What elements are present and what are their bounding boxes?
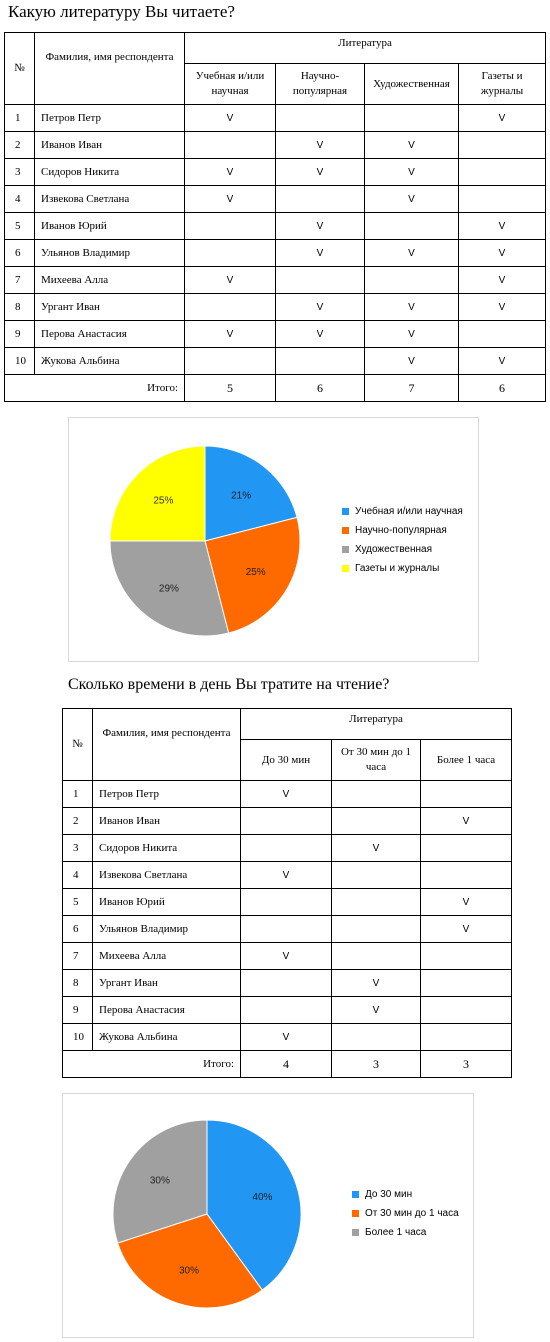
empty-cell — [332, 862, 421, 889]
respondent-name: Иванов Юрий — [35, 213, 185, 240]
empty-cell — [421, 1024, 512, 1051]
row-number: 4 — [5, 186, 35, 213]
empty-cell — [421, 970, 512, 997]
empty-cell — [241, 808, 332, 835]
check-mark: V — [459, 213, 546, 240]
row-number: 4 — [63, 862, 93, 889]
check-mark: V — [365, 159, 459, 186]
row-number: 8 — [63, 970, 93, 997]
empty-cell — [241, 835, 332, 862]
row-number: 10 — [63, 1024, 93, 1051]
total-value: 3 — [421, 1051, 512, 1078]
respondent-name: Иванов Иван — [93, 808, 241, 835]
respondent-name: Иванов Юрий — [93, 889, 241, 916]
table-row — [63, 808, 512, 835]
literature-type-pie-chart — [68, 417, 479, 662]
respondent-name: Михеева Алла — [35, 267, 185, 294]
empty-cell — [332, 808, 421, 835]
row-number: 6 — [5, 240, 35, 267]
check-mark: V — [276, 294, 365, 321]
table-row — [63, 970, 512, 997]
table-row — [5, 132, 546, 159]
slice-data-label: 40% — [252, 1191, 273, 1203]
check-mark: V — [276, 240, 365, 267]
column-header: До 30 мин — [241, 740, 332, 781]
chart-legend — [342, 502, 463, 578]
pie-slice — [110, 446, 205, 541]
row-number: 7 — [63, 943, 93, 970]
table-row — [5, 159, 546, 186]
empty-cell — [421, 781, 512, 808]
check-mark: V — [241, 781, 332, 808]
empty-cell — [332, 916, 421, 943]
respondent-name: Петров Петр — [93, 781, 241, 808]
respondent-name: Жукова Альбина — [35, 348, 185, 375]
legend-label: Газеты и журналы — [355, 563, 440, 574]
header-row — [5, 33, 546, 64]
empty-cell — [185, 213, 276, 240]
empty-cell — [332, 943, 421, 970]
respondent-name: Сидоров Никита — [93, 835, 241, 862]
respondent-name: Перова Анастасия — [93, 997, 241, 1024]
table-row — [63, 889, 512, 916]
check-mark: V — [332, 970, 421, 997]
check-mark: V — [241, 943, 332, 970]
column-header-num: № — [63, 709, 93, 781]
empty-cell — [421, 862, 512, 889]
slice-data-label: 30% — [149, 1175, 170, 1187]
empty-cell — [241, 997, 332, 1024]
legend-label: Более 1 часа — [365, 1227, 427, 1238]
legend-swatch — [342, 527, 349, 534]
total-value: 6 — [459, 375, 546, 402]
row-number: 2 — [63, 808, 93, 835]
empty-cell — [185, 294, 276, 321]
check-mark: V — [421, 916, 512, 943]
header-row — [63, 709, 512, 740]
empty-cell — [332, 781, 421, 808]
empty-cell — [459, 132, 546, 159]
check-mark: V — [185, 267, 276, 294]
totals-row — [5, 375, 546, 402]
row-number: 9 — [63, 997, 93, 1024]
empty-cell — [185, 132, 276, 159]
table-row — [5, 105, 546, 132]
respondent-name: Ульянов Владимир — [35, 240, 185, 267]
empty-cell — [332, 889, 421, 916]
respondent-name: Сидоров Никита — [35, 159, 185, 186]
row-number: 7 — [5, 267, 35, 294]
question-title-reading-type: Какую литературу Вы читаете? — [8, 2, 235, 21]
legend-swatch — [342, 565, 349, 572]
empty-cell — [459, 159, 546, 186]
check-mark: V — [459, 267, 546, 294]
table-row — [63, 862, 512, 889]
check-mark: V — [185, 186, 276, 213]
empty-cell — [459, 186, 546, 213]
table-row — [5, 186, 546, 213]
row-number: 5 — [5, 213, 35, 240]
legend-item — [342, 502, 463, 521]
respondent-name: Извекова Светлана — [93, 862, 241, 889]
total-label: Итого: — [63, 1051, 241, 1078]
check-mark: V — [185, 105, 276, 132]
legend-item — [352, 1185, 459, 1204]
column-header-group: Литература — [241, 709, 512, 740]
check-mark: V — [421, 889, 512, 916]
empty-cell — [365, 213, 459, 240]
total-label: Итого: — [5, 375, 185, 402]
row-number: 3 — [5, 159, 35, 186]
total-value: 7 — [365, 375, 459, 402]
legend-label: Научно-популярная — [355, 525, 447, 536]
respondent-name: Извекова Светлана — [35, 186, 185, 213]
legend-swatch — [352, 1229, 359, 1236]
check-mark: V — [185, 321, 276, 348]
check-mark: V — [459, 348, 546, 375]
table-row — [5, 213, 546, 240]
empty-cell — [332, 1024, 421, 1051]
chart-legend — [352, 1185, 459, 1242]
row-number: 5 — [63, 889, 93, 916]
legend-swatch — [342, 546, 349, 553]
column-header-name: Фамилия, имя респондента — [35, 33, 185, 105]
empty-cell — [459, 321, 546, 348]
literature-type-table — [4, 32, 546, 402]
empty-cell — [241, 916, 332, 943]
check-mark: V — [276, 321, 365, 348]
legend-label: Художественная — [355, 544, 433, 555]
table-row — [63, 997, 512, 1024]
check-mark: V — [276, 213, 365, 240]
reading-time-table — [62, 708, 512, 1078]
check-mark: V — [365, 186, 459, 213]
total-value: 6 — [276, 375, 365, 402]
slice-data-label: 30% — [178, 1265, 199, 1277]
table-row — [5, 348, 546, 375]
total-value: 4 — [241, 1051, 332, 1078]
table-row — [63, 1024, 512, 1051]
row-number: 1 — [5, 105, 35, 132]
row-number: 9 — [5, 321, 35, 348]
legend-item — [352, 1204, 459, 1223]
slice-data-label: 21% — [231, 490, 252, 502]
table-row — [5, 267, 546, 294]
row-number: 6 — [63, 916, 93, 943]
empty-cell — [276, 186, 365, 213]
reading-time-pie-chart — [62, 1093, 474, 1338]
row-number: 2 — [5, 132, 35, 159]
row-number: 3 — [63, 835, 93, 862]
empty-cell — [185, 348, 276, 375]
respondent-name: Иванов Иван — [35, 132, 185, 159]
row-number: 8 — [5, 294, 35, 321]
check-mark: V — [241, 862, 332, 889]
check-mark: V — [276, 159, 365, 186]
legend-item — [342, 521, 463, 540]
question-title-reading-time: Сколько времени в день Вы тратите на чтение? — [68, 676, 390, 693]
row-number: 1 — [63, 781, 93, 808]
empty-cell — [276, 348, 365, 375]
slice-data-label: 29% — [158, 583, 179, 595]
empty-cell — [421, 943, 512, 970]
row-number: 10 — [5, 348, 35, 375]
check-mark: V — [459, 240, 546, 267]
check-mark: V — [365, 348, 459, 375]
table-row — [63, 835, 512, 862]
empty-cell — [185, 240, 276, 267]
legend-swatch — [352, 1210, 359, 1217]
empty-cell — [365, 105, 459, 132]
legend-item — [342, 559, 463, 578]
respondent-name: Ульянов Владимир — [93, 916, 241, 943]
table-row — [5, 321, 546, 348]
check-mark: V — [459, 105, 546, 132]
check-mark: V — [459, 294, 546, 321]
check-mark: V — [241, 1024, 332, 1051]
check-mark: V — [185, 159, 276, 186]
empty-cell — [365, 267, 459, 294]
legend-item — [342, 540, 463, 559]
table-row — [5, 294, 546, 321]
empty-cell — [276, 267, 365, 294]
respondent-name: Перова Анастасия — [35, 321, 185, 348]
empty-cell — [421, 835, 512, 862]
column-header: Учебная и/или научная — [185, 64, 276, 105]
column-header-group: Литература — [185, 33, 546, 64]
table-row — [5, 240, 546, 267]
legend-label: От 30 мин до 1 часа — [365, 1208, 459, 1219]
empty-cell — [276, 105, 365, 132]
column-header: Научно-популярная — [276, 64, 365, 105]
check-mark: V — [365, 321, 459, 348]
totals-row — [63, 1051, 512, 1078]
check-mark: V — [365, 132, 459, 159]
respondent-name: Ургант Иван — [93, 970, 241, 997]
column-header: Более 1 часа — [421, 740, 512, 781]
column-header: Художественная — [365, 64, 459, 105]
total-value: 3 — [332, 1051, 421, 1078]
check-mark: V — [332, 997, 421, 1024]
column-header-name: Фамилия, имя респондента — [93, 709, 241, 781]
legend-label: До 30 мин — [365, 1189, 413, 1200]
check-mark: V — [332, 835, 421, 862]
check-mark: V — [276, 132, 365, 159]
respondent-name: Жукова Альбина — [93, 1024, 241, 1051]
slice-data-label: 25% — [153, 495, 174, 507]
respondent-name: Петров Петр — [35, 105, 185, 132]
respondent-name: Ургант Иван — [35, 294, 185, 321]
empty-cell — [241, 970, 332, 997]
table-row — [63, 781, 512, 808]
empty-cell — [241, 889, 332, 916]
legend-label: Учебная и/или научная — [355, 506, 463, 517]
legend-swatch — [342, 508, 349, 515]
column-header: Газеты и журналы — [459, 64, 546, 105]
check-mark: V — [421, 808, 512, 835]
legend-swatch — [352, 1191, 359, 1198]
total-value: 5 — [185, 375, 276, 402]
legend-item — [352, 1223, 459, 1242]
column-header-num: № — [5, 33, 35, 105]
check-mark: V — [365, 294, 459, 321]
empty-cell — [421, 997, 512, 1024]
column-header: От 30 мин до 1 часа — [332, 740, 421, 781]
table-row — [63, 943, 512, 970]
slice-data-label: 25% — [245, 566, 266, 578]
check-mark: V — [365, 240, 459, 267]
table-row — [63, 916, 512, 943]
respondent-name: Михеева Алла — [93, 943, 241, 970]
